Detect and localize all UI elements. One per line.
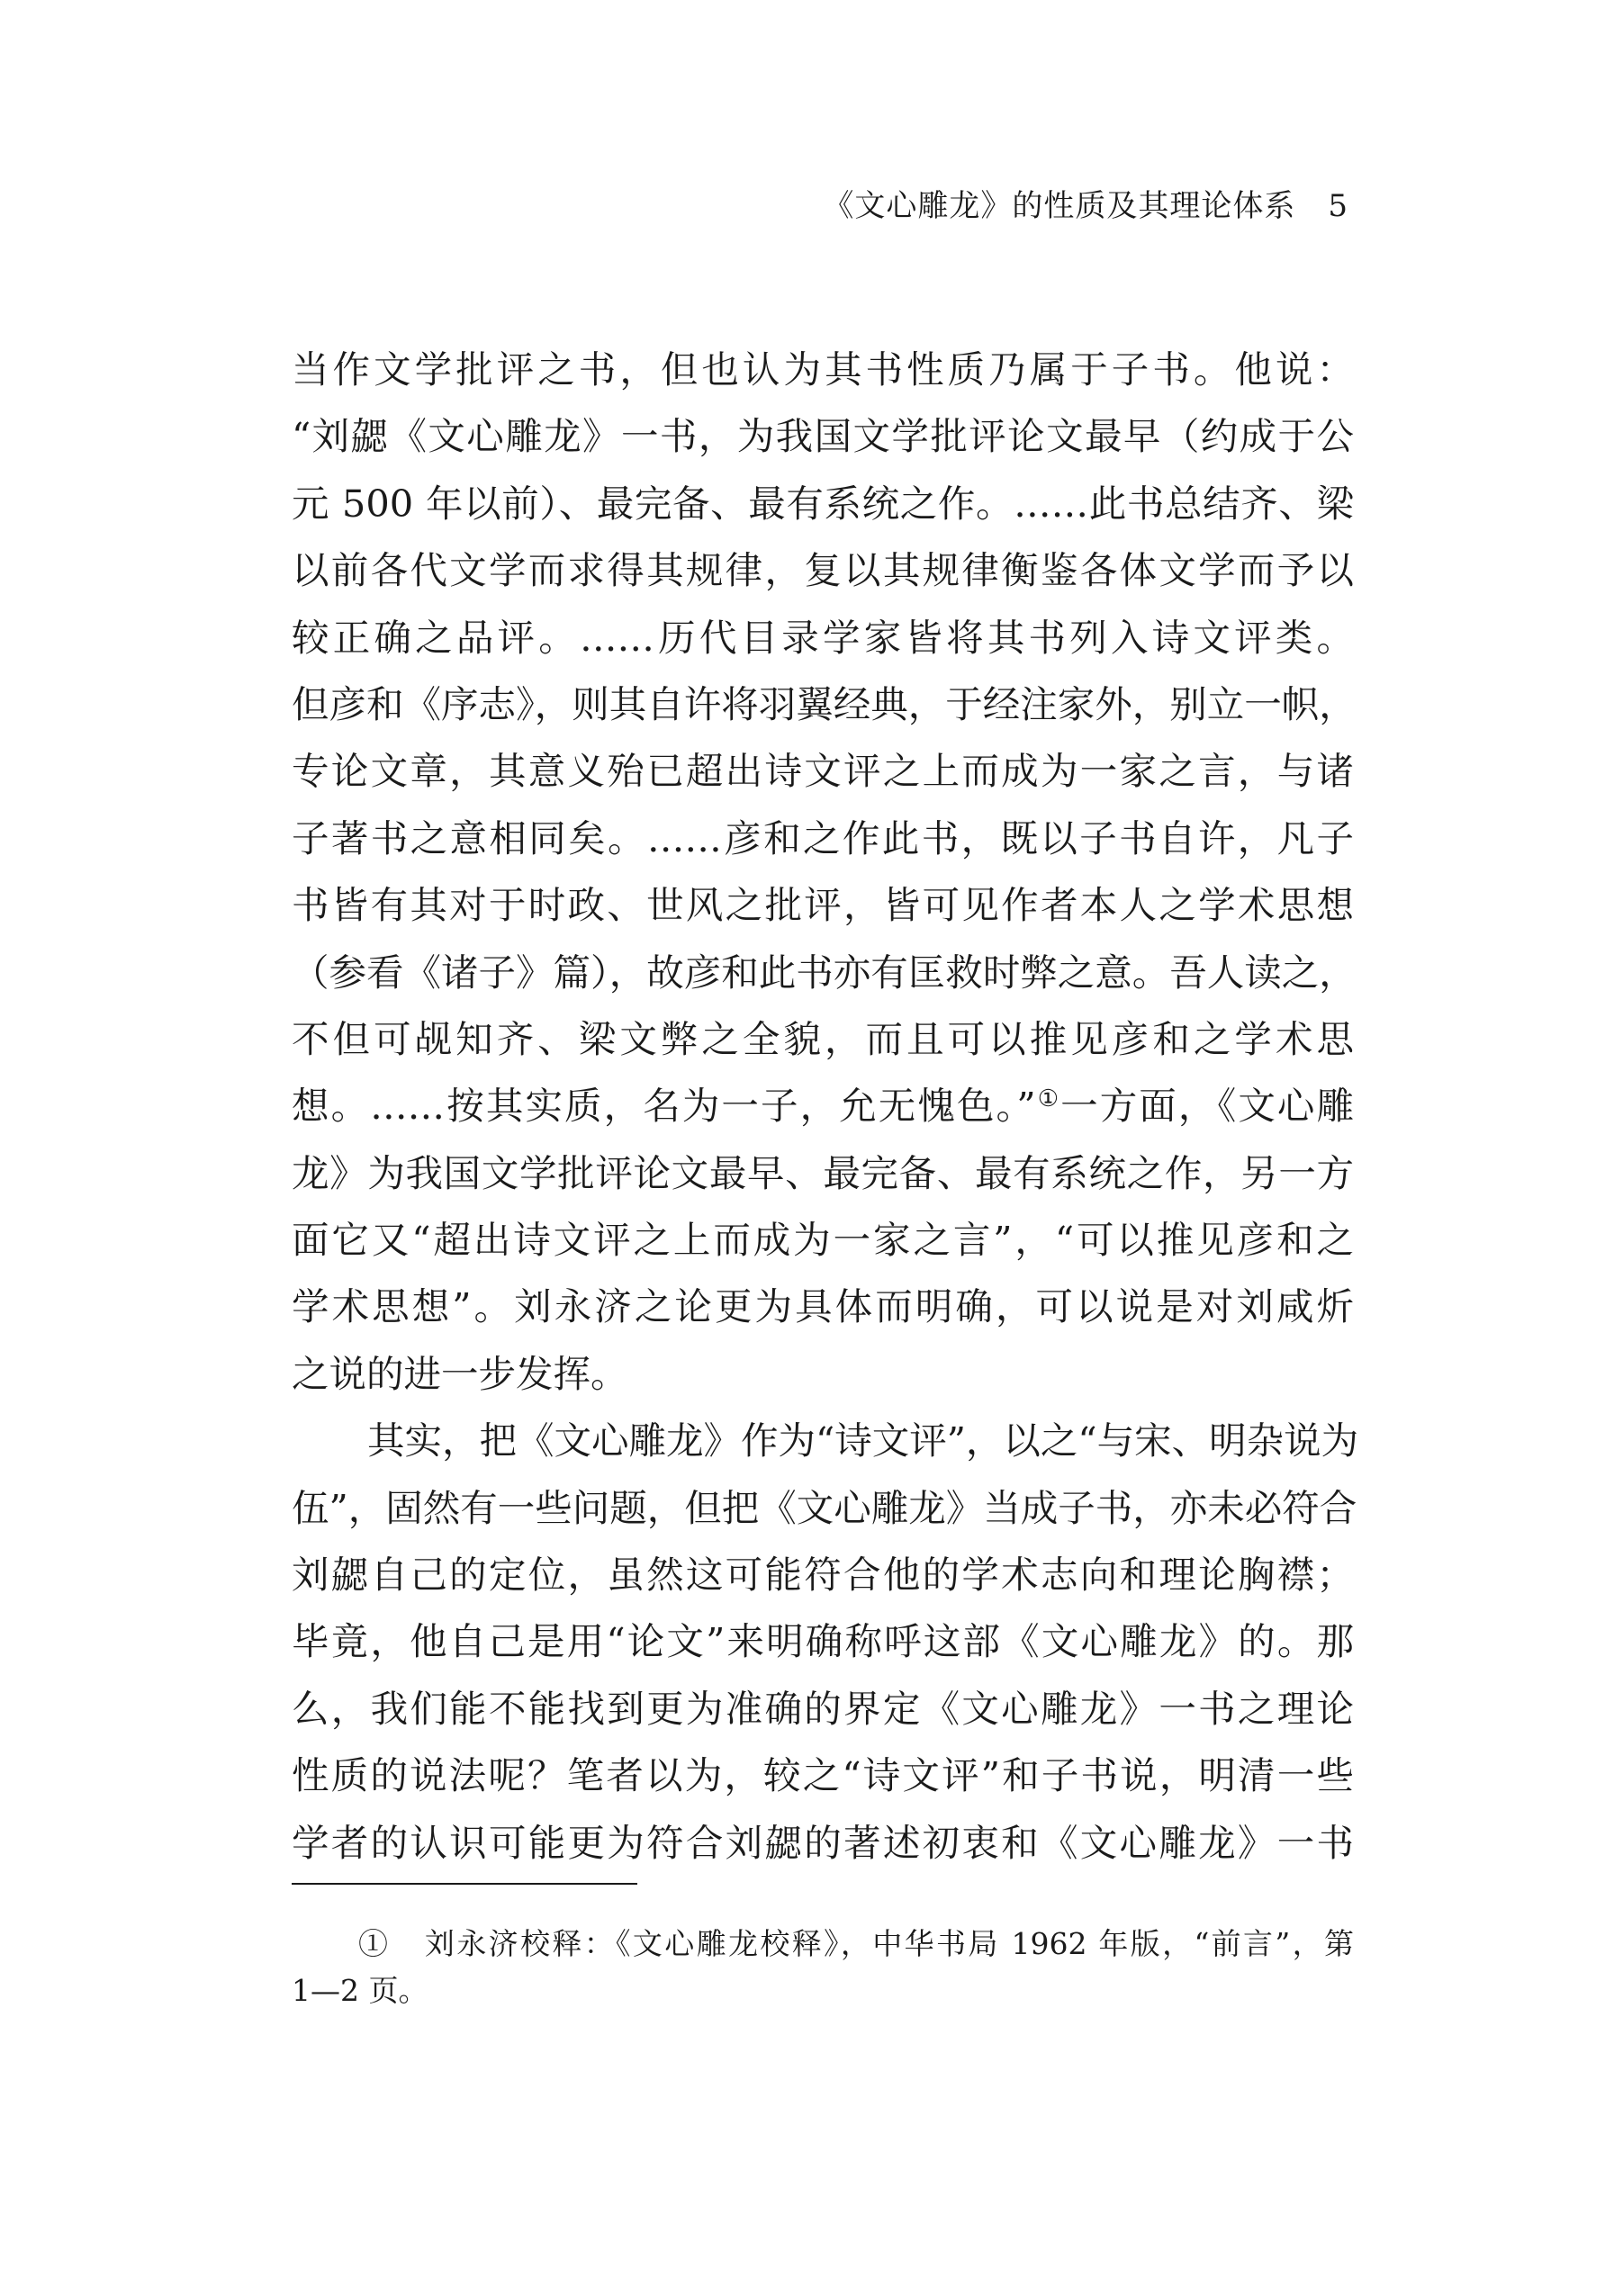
quote-follow: 一方面，《文心雕 bbox=[1060, 1084, 1354, 1129]
text-line: 当作文学批评之书，但也认为其书性质乃属于子书。他说： bbox=[292, 347, 1354, 392]
text-line: 刘勰自己的定位，虽然这可能符合他的学术志向和理论胸襟； bbox=[292, 1553, 1354, 1598]
text-line: 较正确之品评。……历代目录学家皆将其书列入诗文评类。 bbox=[292, 615, 1354, 660]
text-line: 子著书之意相同矣。……彦和之作此书，既以子书自许，凡子 bbox=[292, 815, 1354, 860]
text-line: “刘勰《文心雕龙》一书，为我国文学批评论文最早（约成于公 bbox=[292, 414, 1354, 459]
text-line: 但彦和《序志》，则其自许将羽翼经典，于经注家外，别立一帜， bbox=[292, 681, 1357, 726]
footnote-reference[interactable]: ① bbox=[1035, 1085, 1061, 1113]
text-line: 其实，把《文心雕龙》作为“诗文评”，以之“与宋、明杂说为 bbox=[367, 1418, 1359, 1463]
text-line: 之说的进一步发挥。 bbox=[292, 1351, 628, 1396]
text-line: 面它又“超出诗文评之上而成为一家之言”，“可以推见彦和之 bbox=[292, 1218, 1354, 1263]
text-line: 性质的说法呢？笔者以为，较之“诗文评”和子书说，明清一些 bbox=[292, 1753, 1354, 1798]
quote-end: 想。……按其实质，名为一子，允无愧色。” bbox=[292, 1084, 1036, 1129]
text-line: 龙》为我国文学批评论文最早、最完备、最有系统之作，另一方 bbox=[292, 1150, 1354, 1195]
text-line: 专论文章，其意义殆已超出诗文评之上而成为一家之言，与诸 bbox=[292, 749, 1354, 794]
footnote-text: 刘永济校释：《文心雕龙校释》，中华书局 1962 年版，“前言”，第 bbox=[424, 1926, 1354, 1961]
text-line: 书皆有其对于时政、世风之批评，皆可见作者本人之学术思想 bbox=[292, 883, 1354, 928]
text-line: 不但可觇知齐、梁文弊之全貌，而且可以推见彦和之学术思 bbox=[292, 1016, 1354, 1061]
text-line: 学者的认识可能更为符合刘勰的著述初衷和《文心雕龙》一书 bbox=[292, 1820, 1354, 1865]
text-line: 学术思想”。刘永济之论更为具体而明确，可以说是对刘咸炘 bbox=[292, 1284, 1354, 1329]
text-line: （参看《诸子》篇），故彦和此书亦有匡救时弊之意。吾人读之， bbox=[292, 950, 1357, 995]
running-title: 《文心雕龙》的性质及其理论体系 bbox=[823, 188, 1296, 224]
footnote-line: 1—2 页。 bbox=[292, 1973, 428, 2008]
text-line: 么，我们能不能找到更为准确的界定《文心雕龙》一书之理论 bbox=[292, 1686, 1354, 1731]
footnote-line bbox=[292, 1921, 1354, 1967]
text-line: 元 500 年以前）、最完备、最有系统之作。……此书总结齐、梁 bbox=[292, 481, 1354, 526]
page-number: 5 bbox=[1328, 188, 1348, 224]
main-text bbox=[292, 337, 1359, 1877]
text-line-with-note bbox=[292, 1073, 1354, 1139]
footnote-marker: ① bbox=[358, 1926, 391, 1961]
text-line: 伍”，固然有一些问题，但把《文心雕龙》当成子书，亦未必符合 bbox=[292, 1485, 1357, 1530]
text-line: 毕竟，他自己是用“论文”来明确称呼这部《文心雕龙》的。那 bbox=[292, 1619, 1354, 1664]
footnote-divider bbox=[292, 1883, 637, 1885]
footnotes bbox=[292, 1921, 1354, 2014]
text-line: 以前各代文学而求得其规律，复以其规律衡鉴各体文学而予以 bbox=[292, 548, 1354, 593]
running-head bbox=[0, 185, 1348, 227]
